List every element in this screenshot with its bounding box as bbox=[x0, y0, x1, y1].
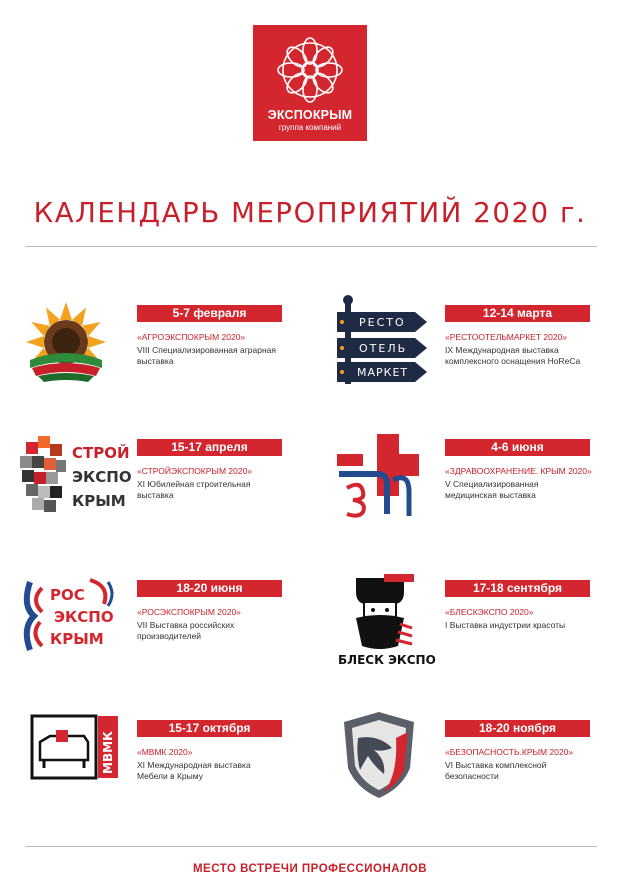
stroy-line-1: СТРОЙ bbox=[72, 444, 130, 462]
event-name: «РОСЭКСПОКРЫМ 2020» bbox=[137, 607, 241, 617]
bottom-divider bbox=[25, 846, 597, 847]
ros-ornament-icon bbox=[20, 576, 116, 661]
event-date: 15-17 апреля bbox=[137, 439, 282, 456]
brand-name: ЭКСПОКРЫМ bbox=[267, 108, 353, 122]
event-date: 18-20 июня bbox=[137, 580, 282, 597]
event-healthcare bbox=[445, 439, 590, 501]
ros-line-3: КРЫМ bbox=[50, 630, 104, 648]
stroy-blocks-icon bbox=[16, 432, 132, 523]
stroy-line-3: КРЫМ bbox=[72, 492, 126, 510]
event-name: «РЕСТООТЕЛЬМАРКЕТ 2020» bbox=[445, 332, 568, 342]
medical-cross-icon bbox=[333, 432, 433, 523]
blesk-barber-icon bbox=[338, 572, 436, 673]
event-description: I Выставка индустрии красоты bbox=[445, 620, 566, 630]
ros-line-2: ЭКСПО bbox=[54, 608, 114, 626]
event-description: V Специализированная медицинская выставка bbox=[445, 479, 539, 500]
page-title: КАЛЕНДАРЬ МЕРОПРИЯТИЙ 2020 г. bbox=[33, 197, 587, 229]
brand-logo bbox=[253, 25, 367, 141]
mvmk-text: МВМК bbox=[101, 731, 115, 774]
event-description: VII Выставка российских производителей bbox=[137, 620, 235, 641]
blesk-text: БЛЕСК ЭКСПО bbox=[338, 653, 436, 667]
event-description: XI Международная выставка Мебели в Крыму bbox=[137, 760, 251, 781]
event-date: 12-14 марта bbox=[445, 305, 590, 322]
agro-sunflower-icon bbox=[22, 298, 110, 391]
event-name: «ЗДРАВООХРАНЕНИЕ. КРЫМ 2020» bbox=[445, 466, 592, 476]
event-name: «АГРОЭКСПОКРЫМ 2020» bbox=[137, 332, 246, 342]
ros-line-1: РОС bbox=[50, 586, 85, 604]
resto-line-1: РЕСТО bbox=[359, 316, 406, 329]
security-shield-icon bbox=[338, 708, 420, 807]
event-description: VI Выставка комплексной безопасности bbox=[445, 760, 547, 781]
resto-signpost-icon bbox=[333, 296, 431, 389]
event-date: 15-17 октября bbox=[137, 720, 282, 737]
event-description: IX Международная выставка комплексного оснащения HoReCa bbox=[445, 345, 581, 366]
event-name: «БЕЗОПАСНОСТЬ.КРЫМ 2020» bbox=[445, 747, 574, 757]
event-date: 17-18 сентября bbox=[445, 580, 590, 597]
event-date: 4-6 июня bbox=[445, 439, 590, 456]
resto-line-2: ОТЕЛЬ bbox=[359, 342, 408, 355]
event-description: XI Юбилейная строительная выставка bbox=[137, 479, 251, 500]
event-security bbox=[445, 720, 590, 782]
brand-subtitle: группа компаний bbox=[278, 123, 342, 132]
event-bleskexpo bbox=[445, 580, 590, 631]
event-name: «БЛЕСКЭКСПО 2020» bbox=[445, 607, 534, 617]
event-mvmk bbox=[137, 720, 282, 782]
footer-slogan: МЕСТО ВСТРЕЧИ ПРОФЕССИОНАЛОВ bbox=[192, 863, 428, 875]
event-stroyexpo bbox=[137, 439, 282, 501]
event-agroexpo bbox=[137, 305, 282, 367]
event-date: 18-20 ноября bbox=[445, 720, 590, 737]
event-name: «СТРОЙЭКСПОКРЫМ 2020» bbox=[137, 466, 253, 476]
event-name: «МВМК 2020» bbox=[137, 747, 193, 757]
event-description: VIII Специализированная аграрная выставка bbox=[137, 345, 276, 366]
mvmk-sofa-icon bbox=[30, 712, 120, 787]
top-divider bbox=[25, 246, 597, 247]
event-restohotelmarket bbox=[445, 305, 590, 367]
resto-line-3: МАРКЕТ bbox=[357, 366, 409, 379]
event-rosexpo bbox=[137, 580, 282, 642]
stroy-line-2: ЭКСПО bbox=[72, 468, 132, 486]
event-date: 5-7 февраля bbox=[137, 305, 282, 322]
